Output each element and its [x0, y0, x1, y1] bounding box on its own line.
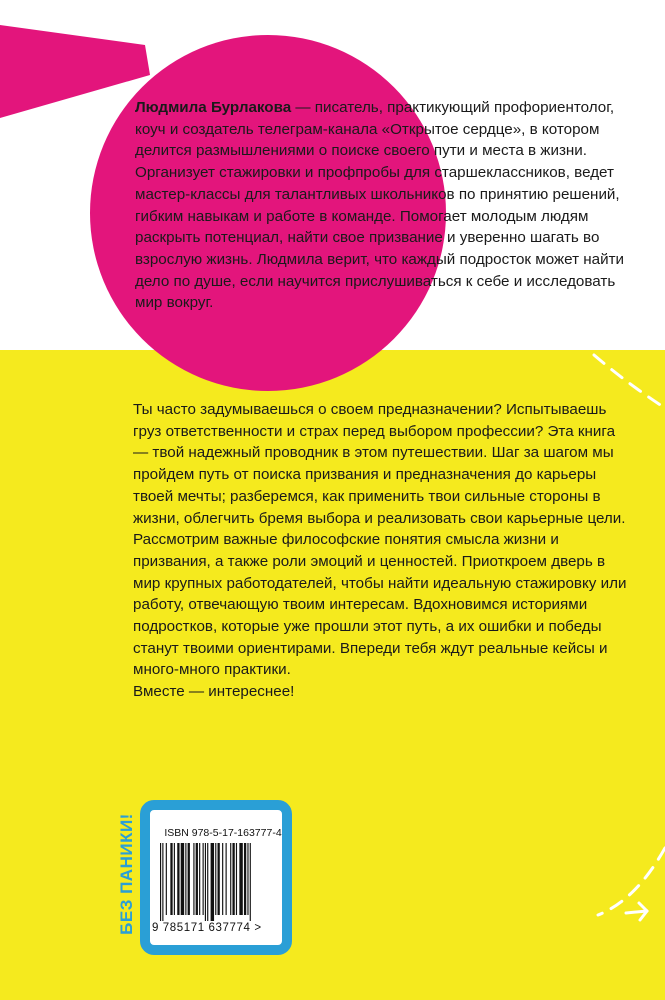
barcode-bar — [174, 843, 175, 915]
barcode-bar — [177, 843, 179, 915]
barcode-bar — [196, 843, 198, 915]
barcode-bar — [181, 843, 184, 915]
barcode-bar — [170, 843, 172, 915]
barcode-bar — [185, 843, 186, 915]
barcode — [158, 843, 284, 921]
author-bio-text: — писатель, практикующий профориентолог, коуч и создатель телеграм-канала «Открытое сердце», в котором делится размышлениями о поиске своего пути и места в жизни. Организует стажировки и профпробы для старшеклассников, ведет мастер-классы для талантливых школьников по принятию решений, гибким навыкам и работе в команде. Помогает молодым людям раскрыть потенциал, найти свое призвание и уверенно шагать во взрослую жизнь. Людмила верит, что каждый подросток может найти дело по душе, если научится прислушиваться к себе и исследовать мир вокруг. — [135, 99, 625, 312]
book-description — [133, 399, 633, 703]
brand-logo — [116, 794, 138, 954]
barcode-bar — [247, 843, 248, 915]
barcode-bar — [207, 843, 208, 921]
barcode-bar — [232, 843, 234, 915]
barcode-bar — [239, 843, 242, 915]
barcode-bar — [160, 843, 161, 921]
barcode-bar — [236, 843, 237, 915]
barcode-bar — [222, 843, 223, 915]
barcode-bar — [166, 843, 167, 915]
isbn-label: ISBN 978-5-17-163777-4 — [164, 827, 282, 839]
barcode-bar — [203, 843, 204, 915]
barcode-bar — [250, 843, 251, 921]
barcode-bar — [205, 843, 206, 921]
barcode-bar — [218, 843, 220, 915]
barcode-digits: 9 785171 637774 > — [152, 922, 262, 934]
brand-logo-text: БЕЗ ПАНИКИ! — [117, 813, 136, 935]
barcode-bar — [211, 843, 214, 921]
author-name: Людмила Бурлакова — [135, 99, 292, 116]
barcode-bar — [199, 843, 200, 915]
barcode-bar — [188, 843, 190, 915]
description-main: Ты часто задумываешься о своем предназначении? Испытываешь груз ответственности и страх перед выбором профессии? Эта книга — твой надежный проводник в этом путешествии. Шаг за шагом мы пройдем путь от поиска призвания и предназначения до карьеры твоей мечты; разберемся, как применить твои сильные стороны в жизни, облегчить бремя выбора и реализовать свои карьерные цели. Рассмотрим важные философские понятия смысла жизни и призвания, а также роли эмоций и ценностей. Приоткроем дверь в мир крупных работодателей, чтобы найти идеальную стажировку или работу, отвечающую твоим интересам. Вдохновимся историями подростков, которые уже прошли этот путь, а их ошибки и победы станут твоими ориентирами. Впереди тебя ждут реальные кейсы и много-много практики. — [133, 401, 627, 679]
barcode-bar — [193, 843, 194, 915]
description-closing: Вместе — интереснее! — [133, 683, 295, 701]
author-bio — [135, 97, 630, 314]
barcode-bar — [244, 843, 246, 915]
barcode-bar — [162, 843, 163, 921]
barcode-bar — [226, 843, 227, 915]
barcode-bar — [230, 843, 231, 915]
barcode-bar — [215, 843, 216, 915]
